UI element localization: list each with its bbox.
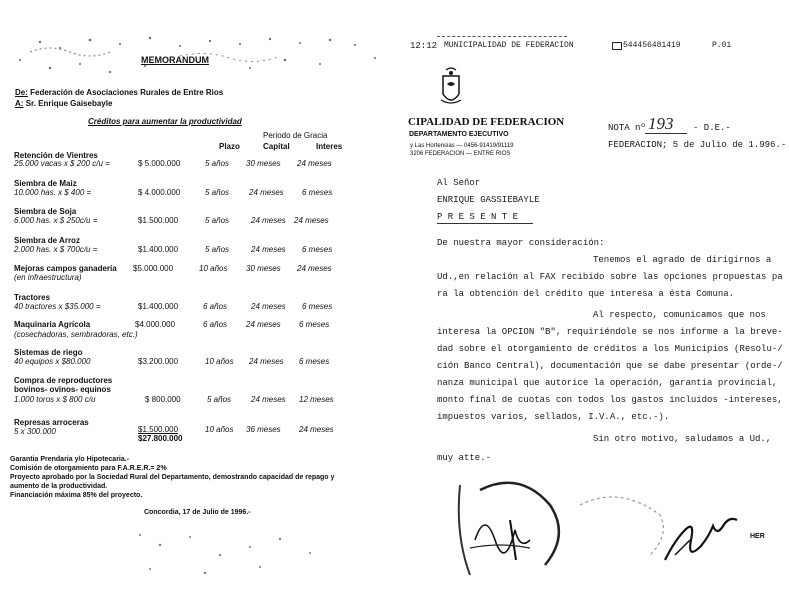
memo-to xyxy=(15,99,112,108)
memo-title: MEMORANDUM xyxy=(141,55,209,65)
memo-to-value: Sr. Enrique Gaisebayle xyxy=(25,99,113,108)
row-detail: 5 x 300.000 xyxy=(14,427,56,436)
letter-para2-line: ción Banco Central), documentación que se dabe presentar (orde-/ xyxy=(437,361,783,371)
row-detail: 10.000 has. x $ 400 = xyxy=(14,188,92,197)
fax-sender: MUNICIPALIDAD DE FEDERACION xyxy=(444,41,574,50)
signature-icon xyxy=(660,510,750,570)
row-detail: 2.000 has. x $ 700c/u = xyxy=(14,245,98,254)
memo-note: Comisión de otorgamiento para F.A.R.E.R.= 2% xyxy=(10,465,167,472)
fax-page: P.01 xyxy=(712,41,732,50)
letter-para2-line: Al respecto, comunicamos que nos xyxy=(593,310,766,320)
row-detail: 25.000 vacas x $ 200 c/u = xyxy=(14,159,110,168)
letter-para2-line: interesa la OPCION "B", requiriéndole se nos informe a la breve- xyxy=(437,327,783,337)
row-amount: $1.400.000 xyxy=(138,245,179,254)
row-name: Maquinaria Agrícola xyxy=(14,320,91,329)
col-group-header: Periodo de Gracia xyxy=(263,131,328,140)
nota-label: NOTA nº xyxy=(608,123,646,133)
row-plazo: 10 años xyxy=(199,264,228,273)
row-plazo: 5 años xyxy=(205,245,230,254)
col-interes-header: Interes xyxy=(316,142,343,151)
letter-salutation: Al Señor xyxy=(437,178,481,188)
row-interes: 24 meses xyxy=(294,216,329,225)
row-capital: 36 meses xyxy=(246,425,281,434)
letter-para2-line: dad sobre el otorgamiento de créditos a los Municipios (Resolu-/ xyxy=(437,344,783,354)
letter-signoff: muy atte.- xyxy=(437,453,492,463)
row-amount: $3.200.000 xyxy=(138,357,179,366)
row-capital: 24 meses xyxy=(251,302,286,311)
letter-para1-line: Tenemos el agrado de dirigirnos a xyxy=(593,255,772,265)
row-capital: 24 meses xyxy=(251,216,286,225)
letterhead-dept: DEPARTAMENTO EJECUTIVO xyxy=(409,131,509,138)
fax-phone: 544456481419 xyxy=(623,41,681,50)
row-capital: 24 meses xyxy=(251,395,286,404)
row-detail: 40 tractores x $35.000 = xyxy=(14,302,101,311)
row-detail: 40 equipos x $80.000 xyxy=(14,357,91,366)
row-interes: 6 meses xyxy=(302,245,333,254)
memo-to-label: A: xyxy=(15,99,24,108)
memo-from-label: De: xyxy=(15,88,28,97)
footer-mark: HER xyxy=(750,533,765,540)
row-detail: 6.000 has. x $ 250c/u = xyxy=(14,216,98,225)
row-plazo: 10 años xyxy=(205,357,234,366)
memo-section-title: Créditos para aumentar la productividad xyxy=(88,117,242,126)
fax-time: 12:12 xyxy=(410,41,438,51)
row-capital: 24 meses xyxy=(251,245,286,254)
row-name: Mejoras campos ganadería xyxy=(14,264,117,273)
letter-para2-line: monto final de cuotas con todos los gastos incluídos -intereses, xyxy=(437,395,783,405)
memo-note: aumento de la productividad. xyxy=(10,483,108,490)
signature-stamp-icon xyxy=(440,470,580,580)
row-amount: $4.000.000 xyxy=(135,320,176,329)
row-capital: 24 meses xyxy=(246,320,281,329)
row-amount: $1.500.000 xyxy=(138,216,179,225)
row-name: Tractores xyxy=(14,293,51,302)
row-interes: 6 meses xyxy=(302,302,333,311)
footer-noise xyxy=(120,525,340,585)
row-name: Represas arroceras xyxy=(14,418,89,427)
row-detail: (en infraestructura) xyxy=(14,273,82,282)
row-plazo: 5 años xyxy=(205,188,230,197)
row-amount: $ 5.000.000 xyxy=(138,159,181,168)
row-amount: $1.400.000 xyxy=(138,302,179,311)
letterhead-org: CIPALIDAD DE FEDERACION xyxy=(408,116,565,128)
row-name: Siembra de Arroz xyxy=(14,236,80,245)
row-name: Siembra de Soja xyxy=(14,207,77,216)
nota-underline xyxy=(645,133,687,134)
row-capital: 30 meses xyxy=(246,264,281,273)
letterhead-address2: 3206 FEDERACION — ENTRE RIOS xyxy=(410,151,511,157)
presente-underline xyxy=(437,223,533,224)
letter-para2-line: nanza municipal que autorice la operación, garantía provincial, xyxy=(437,378,778,388)
row-detail: 1.000 toros x $ 800 c/u xyxy=(14,395,96,404)
row-amount: $5.000.000 xyxy=(133,264,174,273)
row-plazo: 5 años xyxy=(205,216,230,225)
letter-para1-line: ra la obtención del crédito que interesa a ésta Comuna. xyxy=(437,289,735,299)
row-interes: 24 meses xyxy=(299,425,334,434)
memo-from-value: Federación de Asociaciones Rurales de Entre Rios xyxy=(30,88,224,97)
row-capital: 30 meses xyxy=(246,159,281,168)
row-amount: $1.500.000 xyxy=(138,425,179,434)
row-detail: (cosechadoras, sembradoras, etc.) xyxy=(14,330,138,339)
row-interes: 6 meses xyxy=(299,320,330,329)
letter-recipient: ENRIQUE GASSIEBAYLE xyxy=(437,195,540,205)
letter-closing: Sin otro motivo, saludamos a Ud., xyxy=(593,434,772,444)
row-amount: $ 800.000 xyxy=(145,395,181,404)
col-capital-header: Capital xyxy=(263,142,290,151)
row-plazo: 5 años xyxy=(205,159,230,168)
letter-para2-line: impuestos varios, sellados, I.V.A., etc.-). xyxy=(437,412,670,422)
memo-note: Garantia Prendaria y/o Hipotecaria.- xyxy=(10,456,130,463)
memo-from xyxy=(15,88,223,97)
letter-date: FEDERACION; 5 de Julio de 1.996.- xyxy=(608,140,787,150)
row-interes: 6 meses xyxy=(302,188,333,197)
row-plazo: 6 años xyxy=(203,320,228,329)
memo-total: $27.800.000 xyxy=(138,434,183,443)
row-name: Retención de Vientres xyxy=(14,151,98,160)
coat-of-arms-icon xyxy=(438,66,464,110)
memo-date-line: Concordia, 17 de Julio de 1996.- xyxy=(144,509,251,516)
nota-number: 193 xyxy=(648,114,674,133)
row-interes: 6 meses xyxy=(299,357,330,366)
row-interes: 12 meses xyxy=(299,395,334,404)
row-name-line2: bovinos- ovinos- equinos xyxy=(14,385,111,394)
fax-phone-icon xyxy=(612,42,622,50)
row-capital: 24 meses xyxy=(249,357,284,366)
memo-note: Financiación máxima 85% del proyecto. xyxy=(10,492,143,499)
col-plazo-header: Plazo xyxy=(219,142,240,151)
row-interes: 24 meses xyxy=(297,264,332,273)
row-name: Compra de reproductores xyxy=(14,376,113,385)
row-plazo: 5 años xyxy=(207,395,232,404)
nota-suffix: - D.E.- xyxy=(693,123,731,133)
row-name: Sistemas de riego xyxy=(14,348,83,357)
letterhead-address1: y Las Hortensias — 0456-91419/91119 xyxy=(410,143,514,149)
row-name: Siembra de Maiz xyxy=(14,179,77,188)
row-plazo: 6 años xyxy=(203,302,228,311)
row-interes: 24 meses xyxy=(297,159,332,168)
letter-para1-line: Ud.,en relación al FAX recibido sobre las opciones propuestas pa xyxy=(437,272,783,282)
row-plazo: 10 años xyxy=(205,425,234,434)
row-capital: 24 meses xyxy=(249,188,284,197)
letter-presente: P R E S E N T E xyxy=(437,212,519,222)
row-amount: $ 4.000.000 xyxy=(138,188,181,197)
memo-note: Proyecto aprobado por la Sociedad Rural del Departamento, demostrando capacidad de repago y xyxy=(10,474,335,481)
fax-header-rule xyxy=(437,36,567,37)
letter-greeting: De nuestra mayor consideración: xyxy=(437,238,605,248)
